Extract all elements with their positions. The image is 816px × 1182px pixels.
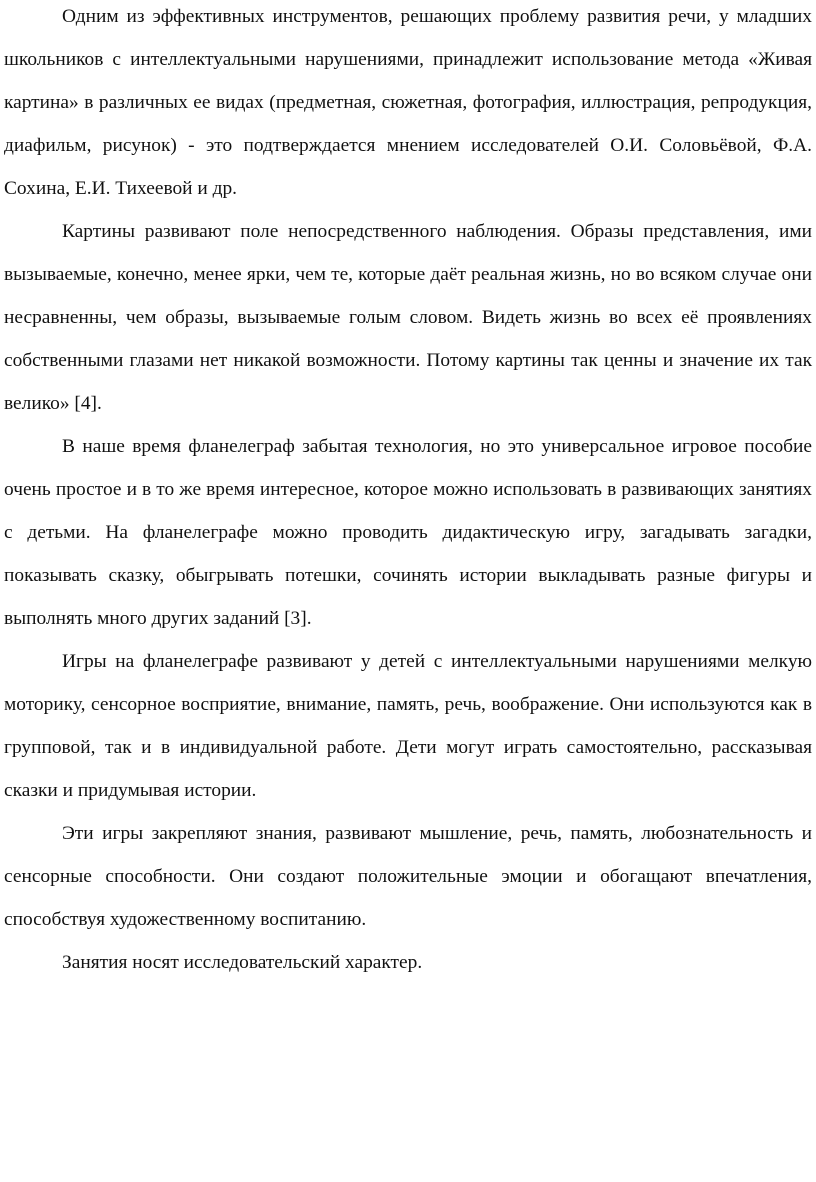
paragraph-live-picture-method: Одним из эффективных инструментов, решающих проблему развития речи, у младших школьников с интеллектуальными нарушениями, принадлежит использование метода «Живая картина» в различных ее видах (предметная, сюжетная, фотография, иллюстрация, репродукция, диафильм, рисунок) - это подтверждается мнением исследователей О.И. Соловьёвой, Ф.А. Сохина, Е.И. Тихеевой и др. bbox=[4, 6, 812, 199]
paragraph-research-character: Занятия носят исследовательский характер. bbox=[62, 952, 423, 973]
paragraph-games-effects: Эти игры закрепляют знания, развивают мышление, речь, память, любознательность и сенсорные способности. Они создают положительные эмоции и обогащают впечатления, способствуя художественному воспитанию. bbox=[4, 823, 812, 930]
paragraph-pictures-observation: Картины развивают поле непосредственного наблюдения. Образы представления, ими вызываемые, конечно, менее ярки, чем те, которые даёт реальная жизнь, но во всяком случае они несравненны, чем образы, вызываемые голым словом. Видеть жизнь во всех её проявлениях собственными глазами нет никакой возможности. Потому картины так ценны и значение их так велико» [4]. bbox=[4, 221, 812, 414]
paragraph-flannelgraph-games: Игры на фланелеграфе развивают у детей с интеллектуальными нарушениями мелкую моторику, сенсорное восприятие, внимание, память, речь, воображение. Они используются как в групповой, так и в индивидуальной работе. Дети могут играть самостоятельно, рассказывая сказки и придумывая истории. bbox=[4, 651, 812, 801]
paragraph-flannelgraph: В наше время фланелеграф забытая технология, но это универсальное игровое пособие очень простое и в то же время интересное, которое можно использовать в развивающих занятиях с детьми. На фланелеграфе можно проводить дидактическую игру, загадывать загадки, показывать сказку, обыгрывать потешки, сочинять истории выкладывать разные фигуры и выполнять много других заданий [3]. bbox=[4, 436, 812, 629]
